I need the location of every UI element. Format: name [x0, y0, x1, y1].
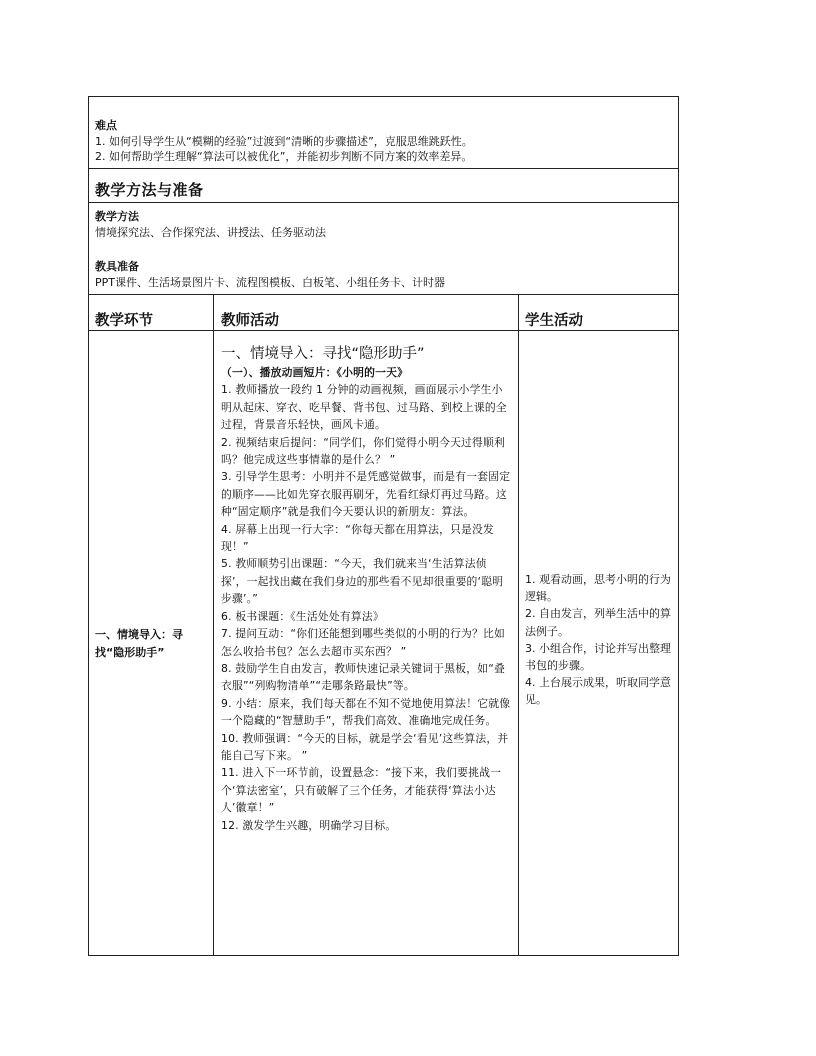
teacher-subtitle: （一）、播放动画短片：《小明的一天》: [221, 366, 409, 379]
teacher-paragraphs: [221, 381, 511, 834]
difficulty-item-1: 1. 如何引导学生从“模糊的经验”过渡到“清晰的步骤描述”，克服思维跳跃性。: [95, 134, 473, 148]
teacher-step-8: 8. 鼓励学生自由发言，教师快速记录关键词于黑板，如“叠衣服”“列购物清单”“走哪条路最快”等。: [221, 661, 506, 693]
teacher-step-6: 6. 板书课题：《生活处处有算法》: [221, 609, 384, 623]
methods-tools-row: [89, 203, 678, 295]
stage-content-row: [89, 331, 678, 955]
methods-block: [95, 209, 672, 290]
teacher-step-11: 11. 进入下一环节前，设置悬念：“接下来，我们要挑战一个‘算法密室’，只有破解了三个任务，才能获得‘算法小达人’徽章！”: [221, 766, 502, 815]
student-item-2: 2. 自由发言，列举生活中的算法例子。: [525, 607, 671, 638]
stage-label: 一、情境导入：寻找“隐形助手”: [95, 628, 183, 659]
header-stage: 教学环节: [95, 313, 153, 329]
difficulties-block: [95, 118, 672, 165]
methods-text: 情境探究法、合作探究法、讲授法、任务驱动法: [95, 225, 326, 239]
student-item-3: 3. 小组合作，讨论并写出整理书包的步骤。: [525, 641, 671, 673]
teacher-step-12: 12. 激发学生兴趣，明确学习目标。: [221, 818, 397, 832]
difficulties-heading: 难点: [95, 119, 117, 132]
difficulties-row: [89, 97, 678, 169]
methods-heading: 教学方法: [95, 210, 139, 223]
student-activity: [525, 571, 673, 709]
teacher-step-3: 3. 引导学生思考：小明并不是凭感觉做事，而是有一套固定的顺序——比如先穿衣服再刷牙，先看红绿灯再过马路。这种“固定顺序”就是我们今天要认识的新朋友：算法。: [221, 470, 511, 519]
tools-text: PPT课件、生活场景图片卡、流程图模板、白板笔、小组任务卡、计时器: [95, 275, 445, 289]
methods-section-title: 教学方法与准备: [95, 181, 204, 199]
header-teacher: 教师活动: [221, 313, 279, 329]
teacher-step-2: 2. 视频结束后提问：“同学们，你们觉得小明今天过得顺利吗？他完成这些事情靠的是什么？ ”: [221, 435, 506, 467]
teacher-step-1: 1. 教师播放一段约 1 分钟的动画视频，画面展示小学生小明从起床、穿衣、吃早餐、背书包、过马路、到校上课的全过程，背景音乐轻快，画风卡通。: [221, 383, 507, 432]
teacher-activity: [221, 345, 511, 834]
tools-heading: 教具准备: [95, 260, 139, 273]
teacher-step-4: 4. 屏幕上出现一行大字：“你每天都在用算法，只是没发现！”: [221, 522, 495, 554]
teacher-stage-title: 一、情境导入：寻找“隐形助手”: [221, 346, 425, 362]
difficulty-item-2: 2. 如何帮助学生理解“算法可以被优化”，并能初步判断不同方案的效率差异。: [95, 150, 473, 163]
methods-section-title-row: [89, 169, 678, 203]
teacher-step-5: 5. 教师顺势引出课题：“今天，我们就来当‘生活算法侦探’，一起找出藏在我们身边的那些看不见却很重要的‘聪明步骤’。”: [221, 557, 504, 606]
lesson-plan-sheet: [88, 96, 679, 956]
student-item-1: 1. 观看动画，思考小明的行为逻辑。: [525, 573, 671, 604]
table-header-row: [89, 295, 678, 331]
header-student: 学生活动: [525, 313, 583, 329]
teacher-step-10: 10. 教师强调：“今天的目标，就是学会‘看见’这些算法，并能自己写下来。 ”: [221, 731, 509, 762]
teacher-step-9: 9. 小结：原来，我们每天都在不知不觉地使用算法！它就像一个隐藏的“智慧助手”，帮我们高效、准确地完成任务。: [221, 696, 511, 728]
student-item-4: 4. 上台展示成果，听取同学意见。: [525, 676, 671, 707]
teacher-step-7: 7. 提问互动：“你们还能想到哪些类似的小明的行为？比如怎么收拾书包？怎么去超市买东西？ ”: [221, 627, 506, 658]
